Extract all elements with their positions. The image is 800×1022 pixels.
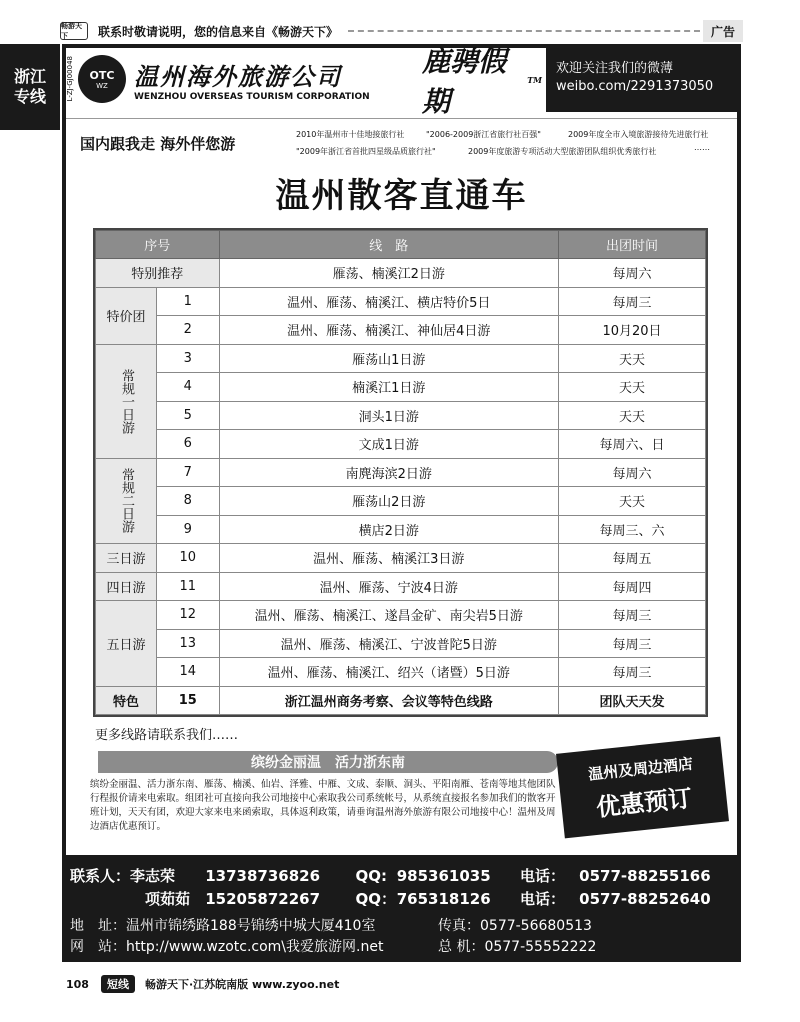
no-cell: 1 [157, 287, 220, 316]
fax-value: 0577-56680513 [480, 918, 592, 934]
no-cell: 10 [157, 544, 220, 573]
fax-label: 传真： [438, 918, 480, 934]
otc-logo-text: OTC [89, 68, 115, 82]
category-five-day: 五日游 [96, 601, 157, 687]
table-row [96, 373, 706, 402]
no-cell: 15 [157, 686, 220, 715]
company-name-cn: 温州海外旅游公司 [134, 61, 342, 91]
brand-name: 鹿骋假期 [422, 45, 507, 118]
header-time: 出团时间 [558, 231, 705, 259]
weibo-box [546, 48, 737, 112]
no-cell: 14 [157, 658, 220, 687]
category-value: 特价团 [96, 287, 157, 344]
table-row [96, 572, 706, 601]
route-cell: 温州、雁荡、楠溪江、神仙居4日游 [219, 316, 558, 345]
tel-label: 电话： [519, 867, 565, 885]
category-three-day: 三日游 [96, 544, 157, 573]
time-cell: 天天 [558, 344, 705, 373]
footer-tag: 短线 [101, 975, 135, 993]
qq-label: QQ： [355, 890, 396, 908]
table-row [96, 316, 706, 345]
time-cell: 每周六 [558, 458, 705, 487]
time-cell: 每周四 [558, 572, 705, 601]
qq-label: QQ: [355, 867, 387, 885]
more-routes-note: 更多线路请联系我们…… [95, 728, 239, 743]
no-cell: 11 [157, 572, 220, 601]
time-cell: 天天 [558, 373, 705, 402]
brand-tm: TM [527, 75, 542, 85]
table-row [96, 487, 706, 516]
magazine-logo-icon: 畅游天下 [60, 22, 88, 40]
no-cell: 6 [157, 430, 220, 459]
hotel-line-1: 温州及周边酒店 [587, 754, 694, 784]
time-cell: 天天 [558, 401, 705, 430]
no-cell: 13 [157, 629, 220, 658]
address-row [70, 915, 592, 935]
route-cell: 温州、雁荡、楠溪江、遂昌金矿、南尖岩5日游 [219, 601, 558, 630]
sidebar-line-2: 专线 [13, 87, 46, 106]
honor-item: 2009年度全市入境旅游接待先进旅行社 [568, 130, 709, 139]
contact-qq: 985361035 [396, 867, 491, 885]
time-cell: 每周三 [558, 658, 705, 687]
table-row [96, 259, 706, 288]
table-row [96, 629, 706, 658]
contact-row-1 [70, 865, 711, 886]
main-line-value: 0577-55552222 [484, 939, 597, 955]
tel-label: 电话： [519, 890, 565, 908]
main-line-label: 总 机： [438, 939, 485, 955]
sidebar-line-1: 浙江 [13, 67, 46, 86]
company-block [66, 48, 416, 110]
category-one-day: 常规一日游 [96, 344, 157, 458]
no-cell: 3 [157, 344, 220, 373]
route-cell: 温州、雁荡、楠溪江、横店特价5日 [219, 287, 558, 316]
honor-item: "2006-2009浙江省旅行社百强" [426, 130, 541, 139]
otc-logo-icon [78, 55, 126, 103]
table-row [96, 544, 706, 573]
main-title: 温州散客直通车 [275, 176, 528, 216]
table-row [96, 658, 706, 687]
honor-item: 2010年温州市十佳地接旅行社 [296, 130, 405, 139]
address-label: 地 址： [70, 918, 126, 934]
route-cell: 楠溪江1日游 [219, 373, 558, 402]
dashed-divider [348, 30, 700, 32]
time-cell: 每周六 [558, 259, 705, 288]
route-cell: 雁荡山1日游 [219, 344, 558, 373]
time-cell: 每周六、日 [558, 430, 705, 459]
table-row [96, 287, 706, 316]
top-notice-bar [60, 20, 700, 42]
honor-item: …… [694, 143, 710, 152]
contact-box [62, 855, 741, 962]
route-cell: 温州、雁荡、宁波4日游 [219, 572, 558, 601]
weibo-line-1: 欢迎关注我们的微薄 [556, 61, 674, 76]
website-row [70, 936, 596, 956]
time-cell: 每周五 [558, 544, 705, 573]
promo-text: 缤纷金丽温、活力浙东南、雁荡、楠溪、仙岩、泽雅、中雁、文成、泰顺、洞头、平阳南雁、苍南等地其他团队行程报价请来电索取。组团社可直接向我公司地接中心索取我公司系统帐号，从系统直接报名参加我们的散客开班计划，天天有团，欢迎大家来电来函索取，具体返利政策，请垂询温州海外旅游有限公司地接中心！温州及周边酒店优惠预订。 [90, 779, 556, 832]
section-sidebar [0, 44, 60, 130]
weibo-url: weibo.com/2291373050 [556, 79, 714, 94]
honor-item: "2009年浙江省首批四星级品质旅行社" [296, 147, 436, 156]
table-row [96, 344, 706, 373]
website-link[interactable]: http://www.wzotc.com\我爱旅游网.net [126, 939, 384, 955]
route-cell: 温州、雁荡、楠溪江、宁波普陀5日游 [219, 629, 558, 658]
time-cell: 每周三 [558, 601, 705, 630]
hotel-booking-badge [556, 737, 729, 839]
page-footer [66, 974, 746, 994]
header-route: 线 路 [219, 231, 558, 259]
company-name [134, 57, 370, 102]
route-cell: 雁荡、楠溪江2日游 [219, 259, 558, 288]
address-value: 温州市锦绣路188号锦绣中城大厦410室 [126, 918, 376, 934]
time-cell: 每周三 [558, 629, 705, 658]
contact-name: 项茹茹 [144, 890, 190, 908]
company-name-en: WENZHOU OVERSEAS TOURISM CORPORATION [134, 91, 370, 102]
contact-qq: 765318126 [396, 890, 491, 908]
contact-tel: 0577-88255166 [579, 867, 711, 885]
source-notice: 联系时敬请说明，您的信息来自《畅游天下》 [98, 24, 339, 39]
license-number: L-ZJ-GJ00048 [66, 56, 74, 102]
category-two-day: 常规二日游 [96, 458, 157, 544]
route-cell: 洞头1日游 [219, 401, 558, 430]
category-four-day: 四日游 [96, 572, 157, 601]
route-cell: 文成1日游 [219, 430, 558, 459]
table-row [96, 430, 706, 459]
no-cell: 12 [157, 601, 220, 630]
website-label: 网 站： [70, 939, 126, 955]
no-cell: 4 [157, 373, 220, 402]
honor-item: 2009年度旅游专项活动大型旅游团队组织优秀旅行社 [468, 147, 657, 156]
footer-text: 畅游天下·江苏皖南版 www.zyoo.net [144, 978, 340, 991]
no-cell: 2 [157, 316, 220, 345]
slogan: 国内跟我走 海外伴您游 [80, 135, 236, 153]
table-row [96, 401, 706, 430]
table-row [96, 601, 706, 630]
contact-name: 联系人：李志荣 [70, 867, 176, 885]
route-cell: 雁荡山2日游 [219, 487, 558, 516]
ad-tag: 广告 [703, 20, 743, 42]
route-cell: 浙江温州商务考察、会议等特色线路 [219, 686, 558, 715]
hotel-line-2: 优惠预订 [594, 783, 694, 822]
table-row [96, 686, 706, 715]
table-row [96, 515, 706, 544]
time-cell: 每周三 [558, 287, 705, 316]
route-cell: 南麂海滨2日游 [219, 458, 558, 487]
otc-logo-sub: WZ [96, 81, 108, 90]
header [62, 44, 741, 118]
route-cell: 温州、雁荡、楠溪江3日游 [219, 544, 558, 573]
category-feature: 特色 [96, 686, 157, 715]
no-cell: 5 [157, 401, 220, 430]
header-no: 序号 [96, 231, 220, 259]
time-cell: 每周三、六 [558, 515, 705, 544]
category-special: 特别推荐 [96, 259, 220, 288]
honors-row [66, 118, 737, 160]
contact-mobile: 13738736826 [205, 867, 321, 885]
brand-logo [422, 45, 542, 118]
route-cell: 横店2日游 [219, 515, 558, 544]
no-cell: 8 [157, 487, 220, 516]
contact-row-2 [70, 888, 711, 909]
no-cell: 7 [157, 458, 220, 487]
time-cell: 团队天天发 [558, 686, 705, 715]
contact-mobile: 15205872267 [205, 890, 321, 908]
route-cell: 温州、雁荡、楠溪江、绍兴（诸暨）5日游 [219, 658, 558, 687]
page-number: 108 [66, 977, 89, 991]
routes-table [93, 228, 708, 717]
time-cell: 天天 [558, 487, 705, 516]
table-row [96, 458, 706, 487]
promo-banner: 缤纷金丽温 活力浙东南 [98, 751, 558, 773]
time-cell: 10月20日 [558, 316, 705, 345]
contact-tel: 0577-88252640 [579, 890, 711, 908]
no-cell: 9 [157, 515, 220, 544]
